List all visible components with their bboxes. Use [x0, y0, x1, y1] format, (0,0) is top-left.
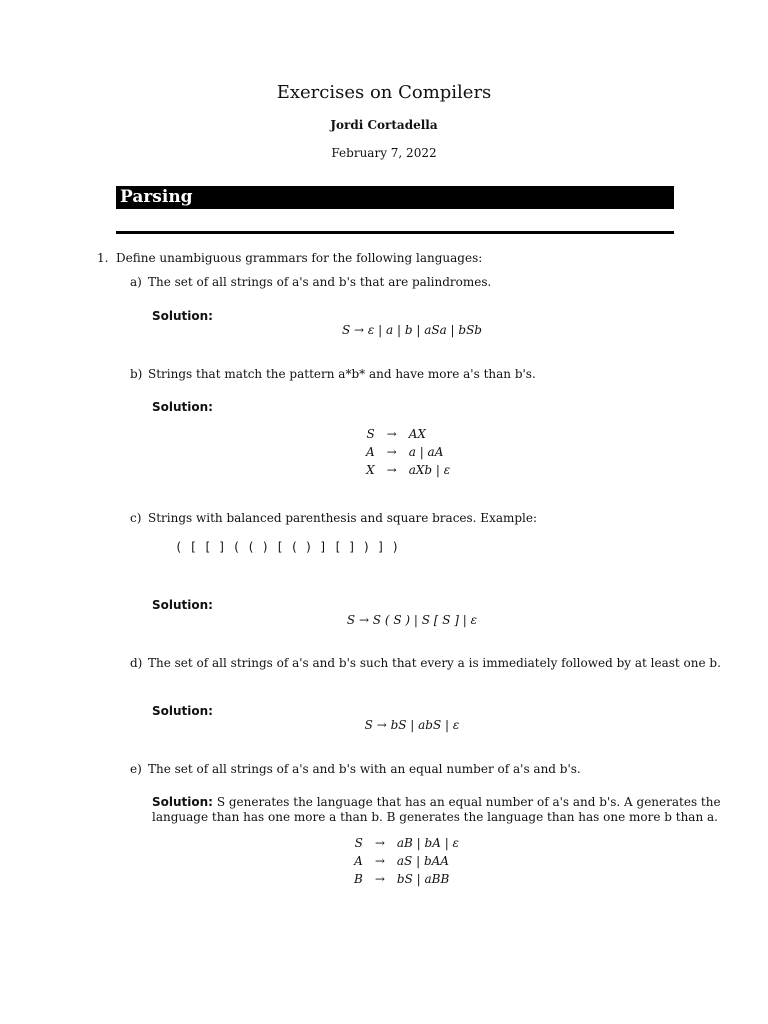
rule-arrow: →: [386, 445, 397, 459]
document-author: Jordi Cortadella: [330, 118, 438, 132]
section-heading: Parsing: [116, 186, 674, 209]
grammar-rule: [348, 870, 465, 888]
part-b-solution-label: Solution:: [152, 400, 213, 414]
grammar-rule: [360, 461, 456, 479]
part-b-label: b): [130, 367, 143, 381]
section-divider: [116, 231, 674, 234]
part-a-solution: S → ε | a | b | aSa | bSb: [342, 323, 482, 337]
part-e-explanation: [152, 795, 721, 825]
part-a-solution-label: Solution:: [152, 309, 213, 323]
grammar-rule: [348, 852, 465, 870]
rule-arrow: →: [374, 854, 385, 868]
question-prompt: Define unambiguous grammars for the following languages:: [116, 251, 483, 265]
part-e-explanation-line2: language than has one more a than b. B generates the language than has one more b than a.: [152, 810, 718, 824]
grammar-rule: [348, 834, 465, 852]
document-title: Exercises on Compilers: [276, 82, 492, 103]
rule-lhs: A: [354, 854, 363, 868]
part-e-text: The set of all strings of a's and b's with an equal number of a's and b's.: [148, 762, 581, 776]
part-d-label: d): [130, 656, 143, 670]
rule-arrow: →: [386, 427, 397, 441]
part-d-text: The set of all strings of a's and b's such that every a is immediately followed by at least one b.: [148, 656, 721, 670]
document-date: February 7, 2022: [331, 146, 437, 160]
part-c-example: ( [ [ ] ( ( ) [ ( ) ] [ ] ) ] ): [175, 540, 399, 554]
part-e-grammar: [348, 834, 465, 888]
rule-lhs: S: [354, 836, 363, 850]
rule-rhs: aXb | ε: [408, 463, 451, 477]
rule-rhs: aB | bA | ε: [396, 836, 459, 850]
rule-lhs: X: [366, 463, 375, 477]
part-a-text: The set of all strings of a's and b's that are palindromes.: [148, 275, 492, 289]
part-c-solution-label: Solution:: [152, 598, 213, 612]
part-c-solution: S → S ( S ) | S [ S ] | ε: [346, 613, 478, 627]
rule-rhs: bS | aBB: [396, 872, 450, 886]
part-e-explanation-line1: S generates the language that has an equal number of a's and b's. A generates the: [216, 795, 721, 809]
part-e-solution-label: Solution:: [152, 795, 213, 809]
part-d-solution: S → bS | abS | ε: [364, 718, 460, 732]
part-b-grammar: [360, 425, 456, 479]
rule-rhs: a | aA: [408, 445, 444, 459]
part-b-text: Strings that match the pattern a*b* and have more a's than b's.: [148, 367, 536, 381]
part-a-label: a): [130, 275, 142, 289]
rule-arrow: →: [374, 872, 385, 886]
part-c-text: Strings with balanced parenthesis and square braces. Example:: [148, 511, 538, 525]
grammar-rule: [360, 443, 456, 461]
rule-rhs: aS | bAA: [396, 854, 449, 868]
rule-lhs: B: [354, 872, 363, 886]
question-number: 1.: [97, 251, 109, 265]
part-d-solution-label: Solution:: [152, 704, 213, 718]
grammar-rule: [360, 425, 456, 443]
rule-arrow: →: [386, 463, 397, 477]
rule-lhs: A: [366, 445, 375, 459]
rule-lhs: S: [366, 427, 375, 441]
rule-arrow: →: [374, 836, 385, 850]
part-c-label: c): [130, 511, 142, 525]
part-e-label: e): [130, 762, 142, 776]
rule-rhs: AX: [408, 427, 426, 441]
